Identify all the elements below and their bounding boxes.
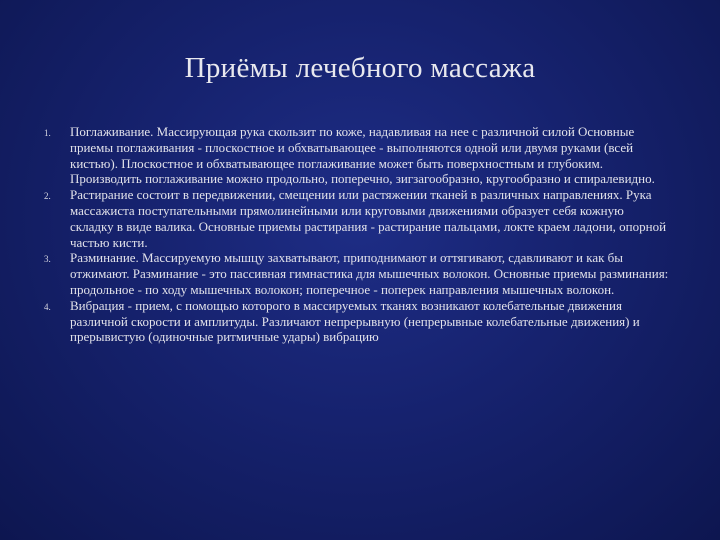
list-item: [44, 124, 670, 187]
list-item-number: 2.: [44, 191, 51, 202]
list-item-text: Разминание. Массируемую мышцу захватывают, приподнимают и оттягивают, сдавливают и как бы отжимают. Разминание - это пассивная гимнастика для мышечных волокон. Основные приемы разминания: продольное - по ходу мышечных волокон; поперечное - поперек направления мышечных волокон.: [70, 250, 669, 297]
list-item-number: 3.: [44, 254, 51, 265]
list-item-number: 4.: [44, 301, 51, 312]
massage-techniques-list: [44, 124, 670, 345]
list-item-text: Растирание состоит в передвижении, смещении или растяжении тканей в различных направлениях. Рука массажиста поступательными прямолинейными или круговыми движениями образует себя кожную складку в виде валика. Основные приемы растирания - растирание пальцами, локте краем ладони, опорной частью кисти.: [70, 187, 667, 250]
list-item: [44, 250, 670, 297]
slide-title: Приёмы лечебного массажа: [184, 52, 536, 84]
list-item: [44, 298, 670, 345]
list-item-text: Вибрация - прием, с помощью которого в массируемых тканях возникают колебательные движения различной скорости и амплитуды. Различают непрерывную (непрерывные колебательные движения) и прерывистую (одиночные ритмичные удары) вибрацию: [70, 297, 640, 345]
list-item-number: 1.: [44, 128, 51, 138]
list-item-text: Поглаживание. Массирующая рука скользит по коже, надавливая на нее с различной силой Основные приемы поглаживания - плоскостное и обхватывающее - выполняются одной или двумя руками (всей кистью). Плоскостное и обхватывающее поглаживание может быть поверхностным и глубоким. Производить поглаживание можно продольно, поперечно, зигзагообразно, кругообразно и спиралевидно.: [70, 124, 655, 187]
list-item: [44, 187, 670, 250]
